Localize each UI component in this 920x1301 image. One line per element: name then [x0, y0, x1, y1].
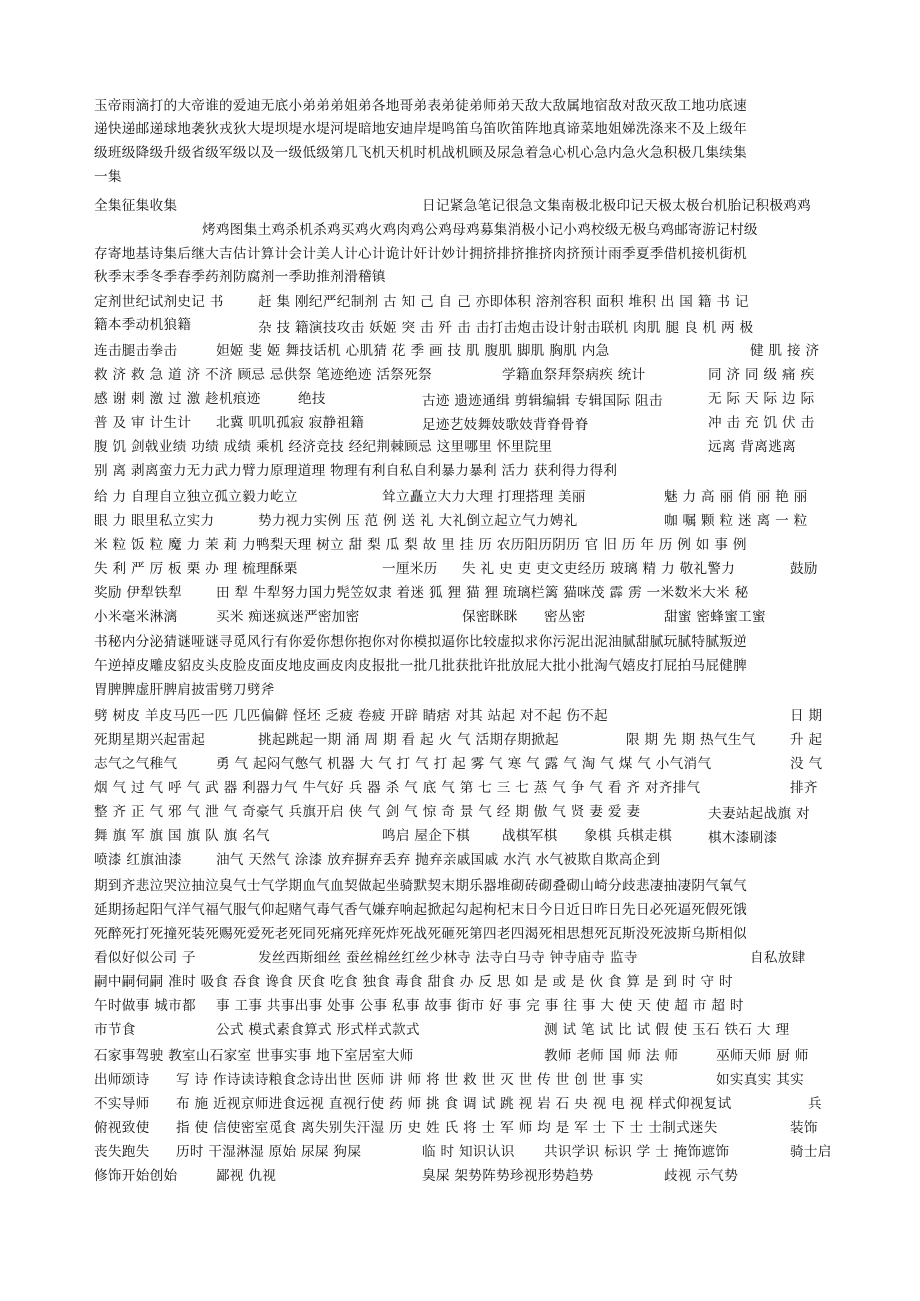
text-line: 临 时 知识认识 [422, 1144, 515, 1160]
text-line: 挑起跳起一期 涌 周 期 看 起 火 气 活期存期掀起 [258, 732, 559, 748]
text-line: 冲 击 充 饥 伏 击 [708, 415, 815, 431]
text-line: 定剂世纪试剂史记 书 [94, 294, 224, 310]
text-line: 存寄地基诗集后继大吉估计算计会计美人计心计诡计奸计妙计拥挤排挤推挤肉挤预计雨季夏季借机接机街机 [94, 246, 748, 262]
text-line: 书秘内分泌猜谜哑谜寻觅风行有你爱你想你抱你对你模拟逼你比较虚拟求你污泥出泥油腻甜腻玩腻特腻叛逆 [94, 634, 748, 650]
text-line: 魅 力 高 丽 俏 丽 艳 丽 [664, 489, 808, 505]
text-line: 象棋 兵棋走棋 [584, 828, 672, 844]
text-line: 指 使 信使密室觅食 离失别失汗湿 历 史 姓 氏 将 士 军 师 均 是 军 士 下 士 士制式迷失 [176, 1120, 718, 1136]
text-line: 歧视 示气势 [664, 1168, 739, 1184]
text-line: 巫师天师 厨 师 [716, 1048, 809, 1064]
text-line: 历时 干湿淋湿 原始 尿屎 狗屎 [176, 1144, 362, 1160]
text-line: 臭屎 架势阵势珍视形势趋势 [422, 1168, 594, 1184]
text-line: 嗣中嗣伺嗣 准时 吸食 吞食 谗食 厌食 吃食 独食 毒食 甜食 办 反 思 如 是 或 是 伙 食 算 是 到 时 守 时 [94, 974, 733, 990]
text-line: 别 离 剥离蛮力无力武力臂力原理道理 物理有利自私自利暴力暴利 活力 获利得力得利 [94, 463, 618, 479]
text-line: 限 期 先 期 热气生气 [626, 732, 756, 748]
text-line: 劈 树皮 羊皮马匹一匹 几匹偏僻 怪坯 乏疲 卷疲 开辟 睛痞 对其 站起 对不起 伤不起 [94, 708, 608, 724]
text-line: 鸣启 屋企下棋 [382, 828, 470, 844]
text-line: 眼 力 眼里私立实力 [94, 513, 215, 529]
text-line: 共识学识 标识 学 士 掩饰遮饰 [544, 1144, 730, 1160]
text-line: 健 肌 接 济 [750, 343, 820, 359]
text-line: 死期星期兴起雷起 [94, 732, 206, 748]
text-line: 一集 [94, 169, 122, 185]
text-line: 咖 嘱 颗 粒 迷 离 一 粒 [664, 513, 808, 529]
text-line: 没 气 [790, 756, 823, 772]
text-line: 给 力 自理自立独立孤立毅力屹立 [94, 489, 298, 505]
text-line: 秋季末季冬季春季药剂防腐剂一季助推剂滑稽镇 [94, 269, 386, 285]
text-line: 妲姬 斐 姬 舞技话机 心肌猜 花 季 画 技 肌 腹肌 脚肌 胸肌 内急 [216, 343, 610, 359]
text-line: 普 及 审 计生计 [94, 415, 192, 431]
text-line: 测 试 笔 试 比 试 假 使 玉石 铁石 大 理 [544, 1022, 790, 1038]
text-line: 级班级降级升级省级军级以及一级低级第几飞机天机时机战机顾及尿急着急心机心急内急火急积极几集续集 [94, 145, 748, 161]
text-line: 米 粒 饭 粒 魔 力 茉 莉 力鸭梨天理 树立 甜 梨 瓜 梨 故 里 挂 历 农历阳历阴历 官 旧 历 年 历 例 如 事 例 [94, 537, 747, 553]
text-line: 烟 气 过 气 呼 气 武 器 利器力气 牛气好 兵 器 杀 气 底 气 第 七 三 七 蒸 气 争 气 看 齐 对齐排气 [94, 780, 701, 796]
text-line: 写 诗 作诗读诗粮食念诗出世 医师 讲 师 将 世 救 世 灭 世 传 世 创 世 事 实 [176, 1072, 644, 1088]
text-line: 全集征集收集 [94, 198, 178, 214]
text-line: 日记紧急笔记很急文集南极北极印记天极太极台机胎记积极鸡鸡 [422, 198, 812, 214]
text-line: 失 利 严 厉 板 栗 办 理 梳理酥栗 [94, 561, 298, 577]
text-line: 事 工事 共事出事 处事 公事 私事 故事 街市 好 事 完 事 往 事 大 使 天 使 超 市 超 时 [216, 998, 744, 1014]
text-line: 远离 背离逃离 [708, 439, 796, 455]
text-line: 自私放肆 [750, 950, 806, 966]
text-line: 赶 集 刚纪严纪制剂 古 知 己 自 己 亦即体积 溶剂容积 面积 堆积 出 国 籍 书 记 [258, 294, 749, 310]
text-line: 装饰 [790, 1120, 818, 1136]
text-line: 排齐 [790, 780, 818, 796]
text-line: 籍本季动机狼籍 [94, 317, 192, 333]
text-line: 小米毫米淋漓 [94, 609, 178, 625]
text-line: 耸立矗立大力大理 打理搭理 美丽 [382, 489, 586, 505]
text-line: 烤鸡图集土鸡杀机杀鸡买鸡火鸡肉鸡公鸡母鸡募集消极小记小鸡校级无极乌鸡邮寄游记村级 [202, 222, 758, 238]
text-line: 递快递邮递球地袭狄戎狄大堤坝堤水堤河堤暗地安迪岸堤鸣笛乌笛吹笛阵地真谛菜地姐娣洗涤来不及上级年 [94, 121, 748, 137]
text-line: 发丝西斯细丝 蚕丝棉丝红丝少林寺 法寺白马寺 钟寺庙寺 监寺 [258, 950, 638, 966]
text-line: 志气之气稚气 [94, 756, 178, 772]
text-line: 石家事驾驶 教室山石家室 世事实事 地下室居室大师 [94, 1048, 414, 1064]
text-line: 期到齐悲泣哭泣抽泣臭气士气学期血气血契做起坐骑默契末期乐器堆砌砖砌叠砌山崎分歧悲凄抽凄阴气氧气 [94, 878, 748, 894]
text-line: 死醉死打死撞死装死赐死爱死老死同死痛死痒死炸死战死砸死第四老四渴死相思想死瓦斯没死波斯乌斯相似 [94, 926, 748, 942]
text-line: 布 施 近视京师进食远视 直视行使 药 师 挑 食 调 试 跳 视 岩 石 央 视 电 视 样式仰视复试 [176, 1096, 732, 1112]
text-line: 俯视致使 [94, 1120, 150, 1136]
text-line: 势力视力实例 压 范 例 送 礼 大礼倒立起立气力娉礼 [258, 513, 578, 529]
text-line: 战棋军棋 [502, 828, 558, 844]
text-line: 不实导师 [94, 1096, 150, 1112]
text-line: 奖励 伊犁铁犁 [94, 585, 182, 601]
text-line: 救 济 救 急 道 济 不济 顾忌 忌供祭 笔迹绝迹 活祭死祭 [94, 367, 432, 383]
text-line: 鼓励 [790, 561, 818, 577]
text-line: 学籍血祭拜祭病疾 统计 [502, 367, 646, 383]
text-line: 出师颂诗 [94, 1072, 150, 1088]
text-line: 足迹艺妓舞妓歌妓背脊骨脊 [422, 417, 589, 433]
text-line: 一厘米历 [382, 561, 438, 577]
text-line: 失 礼 史 吏 吏文吏经历 玻璃 精 力 敬礼警力 [462, 561, 736, 577]
text-line: 绝技 [298, 391, 326, 407]
text-line: 古迹 遗迹通缉 剪辑编辑 专辑国际 阻击 [422, 393, 663, 409]
text-line: 田 犁 牛犁努力国力髡笠奴隶 着迷 狐 狸 猫 狸 琉璃栏篱 猫咪茂 霹 雳 一米数米大米 秘 [216, 585, 749, 601]
text-line: 棋木漆刷漆 [708, 830, 778, 846]
text-line: 教师 老师 国 师 法 师 [544, 1048, 679, 1064]
text-line: 整 齐 正 气 邪 气 泄 气 奇豪气 兵旗开启 侠 气 剑 气 惊 奇 景 气 经 期 傲 气 贤 妻 爱 妻 [94, 804, 641, 820]
text-line: 鄙视 仇视 [216, 1168, 277, 1184]
text-line: 玉帝雨滴打的大帝谁的爱迪无底小弟弟弟姐弟各地哥弟表弟徒弟师弟天敌大敌属地宿敌对敌灭敌工地功底速 [94, 98, 748, 114]
text-line: 保密眯眯 [462, 609, 518, 625]
text-line: 夫妻站起战旗 对 [708, 806, 810, 822]
text-line: 杂 技 籍演技攻击 妖姬 突 击 歼 击 击打击炮击设计射击联机 肉肌 腿 良 机 两 极 [258, 320, 754, 336]
text-line: 市节食 [94, 1022, 136, 1038]
text-line: 北冀 叽叽孤寂 寂静祖籍 [216, 415, 365, 431]
text-line: 感 谢 刺 激 过 激 趁机痕迹 [94, 391, 261, 407]
text-line: 骑士启 [790, 1144, 832, 1160]
text-line: 兵 [808, 1096, 822, 1112]
text-line: 延期扬起阳气洋气福气服气仰起赌气毒气香气嫌弃响起掀起勾起枸杞末日今日近日昨日先日必死逼死假死饿 [94, 902, 748, 918]
text-line: 公式 模式素食算式 形式样式款式 [216, 1022, 420, 1038]
text-line: 同 济 同 级 痛 疾 [708, 367, 815, 383]
text-line: 舞 旗 军 旗 国 旗 队 旗 名气 [94, 828, 270, 844]
text-line: 买米 痴迷疯迷严密加密 [216, 609, 360, 625]
text-line: 勇 气 起闷气憋气 机器 大 气 打 气 打 起 雾 气 寒 气 露 气 淘 气 煤 气 小气消气 [216, 756, 712, 772]
text-line: 连击腿击拳击 [94, 343, 178, 359]
text-line: 无 际 天 际 边 际 [708, 391, 815, 407]
text-line: 看似好似公司 子 [94, 950, 196, 966]
text-line: 修饰开始创始 [94, 1168, 178, 1184]
text-line: 升 起 [790, 732, 823, 748]
text-line: 如实真实 其实 [716, 1072, 804, 1088]
text-line: 胃脾脾虚肝脾肩披雷劈刀劈斧 [94, 682, 275, 698]
text-line: 甜蜜 密蜂蜜工蜜 [664, 609, 766, 625]
text-line: 油气 天然气 涂漆 放弃摒弃丢弃 抛弃亲戚国戚 水汽 水气被欺自欺高企到 [216, 852, 661, 868]
text-line: 密丛密 [544, 609, 586, 625]
text-line: 日 期 [790, 708, 823, 724]
text-line: 腹 饥 剑戟业绩 功绩 成绩 乘机 经济竞技 经纪荆棘顾忌 这里哪里 怀里院里 [94, 439, 553, 455]
text-line: 午逆掉皮雕皮貂皮头皮脸皮面皮地皮画皮肉皮报批一批几批获批许批放屁大批小批淘气嬉皮打屁拍马屁健脾 [94, 658, 748, 674]
text-line: 喷漆 红旗油漆 [94, 852, 182, 868]
text-line: 午时做事 城市都 [94, 998, 196, 1014]
text-line: 丧失跑失 [94, 1144, 150, 1160]
